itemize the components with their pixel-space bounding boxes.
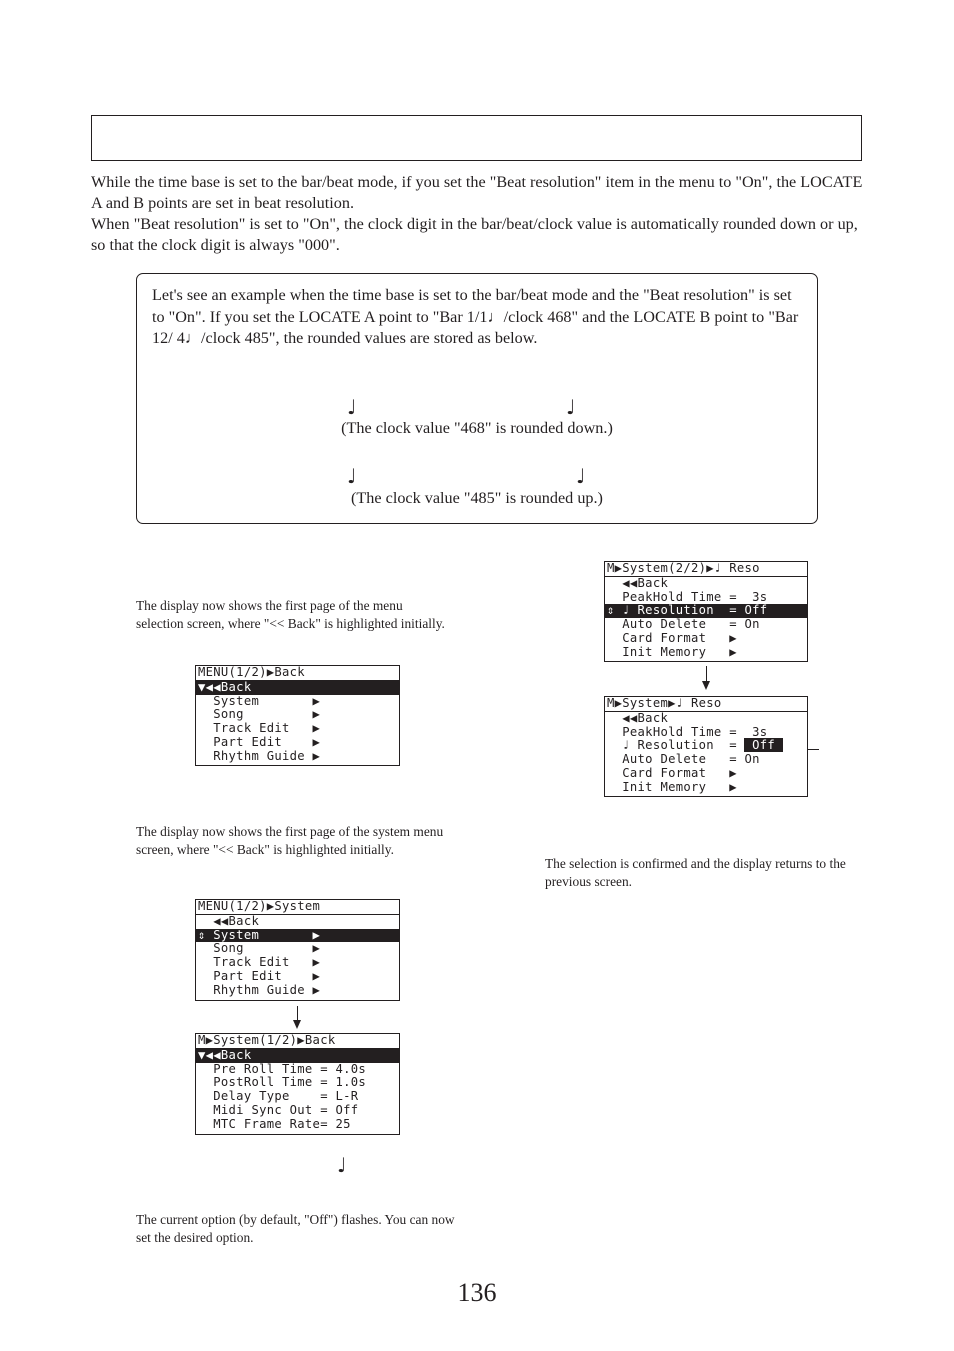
lcd-row: Part Edit ▶ xyxy=(198,734,321,749)
quarter-note-icon: ♩ xyxy=(576,464,586,488)
lcd-row-system: ⇕ System ▶ xyxy=(196,929,399,943)
quarter-note-icon: ♩ xyxy=(347,395,357,419)
intro-paragraph-2: When "Beat resolution" is set to "On", the clock digit in the bar/beat/clock value is automatically rounded down or up, so that the clock digit is always "000". xyxy=(91,215,858,254)
lcd-row: Song ▶ xyxy=(198,941,321,956)
lcd-title: M▶System(1/2)▶Back xyxy=(196,1034,399,1049)
lcd-row: Card Format ▶ xyxy=(607,630,737,645)
section-title-box xyxy=(91,115,862,161)
lcd-row: ◀◀Back xyxy=(607,710,669,725)
lcd-row: Pre Roll Time = 4.0s xyxy=(198,1061,367,1076)
quarter-note-icon: ♩ xyxy=(337,1153,347,1177)
lcd-row-back: ▼◀◀Back xyxy=(196,681,399,695)
example-note-rounded-up: (The clock value "485" is rounded up.) xyxy=(351,489,603,507)
intro-text xyxy=(91,172,866,256)
lcd-row: PeakHold Time = 3s xyxy=(607,589,768,604)
lcd-row: PostRoll Time = 1.0s xyxy=(198,1075,367,1090)
caption-current-option: The current option (by default, "Off") flashes. You can now set the desired option. xyxy=(136,1212,455,1245)
lcd-menu-screen-1 xyxy=(195,665,400,766)
caption-system-menu: The display now shows the first page of the system menu screen, where "<< Back" is highlighted initially. xyxy=(136,824,444,857)
lcd-row: Rhythm Guide ▶ xyxy=(198,982,321,997)
flow-arrow xyxy=(706,666,707,682)
lcd-row: Card Format ▶ xyxy=(607,765,737,780)
lcd-menu-screen-2 xyxy=(195,899,400,1001)
lcd-row: Song ▶ xyxy=(198,707,321,722)
lcd-row: Init Memory ▶ xyxy=(607,779,737,794)
intro-paragraph-1: While the time base is set to the bar/beat mode, if you set the "Beat resolution" item in the menu to "On", the LOCATE A and B points are set in beat resolution. xyxy=(91,173,863,212)
example-text: Let's see an example when the time base is set to the bar/beat mode and the "Beat resolution" is set to "On". If you set the LOCATE A point to "Bar 1/1♩/clock 468" and the LOCATE B point to "Bar 12/ 4♩/clock 485", the rounded values are stored as below. xyxy=(152,286,799,347)
lcd-row: Track Edit ▶ xyxy=(198,721,321,736)
lcd-row-resolution: ⇕ ♩ Resolution = Off xyxy=(605,604,807,618)
lcd-system-screen-2 xyxy=(604,561,808,662)
lcd-system-screen-1 xyxy=(195,1033,400,1135)
example-note-rounded-down: (The clock value "468" is rounded down.) xyxy=(341,419,613,437)
lcd-row: Track Edit ▶ xyxy=(198,955,321,970)
lcd-row: PeakHold Time = 3s xyxy=(607,724,768,739)
lcd-row: ◀◀Back xyxy=(198,913,260,928)
quarter-note-icon: ♩ xyxy=(347,464,357,488)
quarter-note-icon: ♩ xyxy=(566,395,576,419)
lcd-row: Midi Sync Out = Off xyxy=(198,1102,359,1117)
lcd-row-resolution xyxy=(605,739,807,753)
lcd-row: Rhythm Guide ▶ xyxy=(198,748,321,763)
lcd-title: M▶System▶♩ Reso xyxy=(605,697,807,712)
lcd-row-label: ♩ Resolution = xyxy=(607,738,745,753)
lcd-row: MTC Frame Rate= 25 xyxy=(198,1116,351,1131)
lcd-row: Auto Delete = On xyxy=(607,617,760,632)
lcd-row: Delay Type = L-R xyxy=(198,1089,359,1104)
lcd-row: Auto Delete = On xyxy=(607,752,760,767)
arrow-down-icon xyxy=(702,681,710,690)
lcd-row: System ▶ xyxy=(198,693,321,708)
lcd-title: M▶System(2/2)▶♩ Reso xyxy=(605,562,807,577)
lcd-row-back: ▼◀◀Back xyxy=(196,1049,399,1063)
lcd-system-screen-3 xyxy=(604,696,808,797)
lcd-row: Init Memory ▶ xyxy=(607,644,737,659)
lcd-title: MENU(1/2)▶Back xyxy=(196,666,399,681)
page-number: 136 xyxy=(457,1278,497,1307)
caption-confirmed: The selection is confirmed and the display returns to the previous screen. xyxy=(545,856,846,889)
arrow-down-icon xyxy=(293,1020,301,1029)
lcd-row: ◀◀Back xyxy=(607,575,669,590)
lcd-row: Part Edit ▶ xyxy=(198,968,321,983)
callout-leader-line xyxy=(808,749,819,750)
flashing-option: Off xyxy=(744,738,783,753)
caption-menu-screen: The display now shows the first page of the menu selection screen, where "<< Back" is highlighted initially. xyxy=(136,598,445,631)
lcd-title: MENU(1/2)▶System xyxy=(196,900,399,915)
